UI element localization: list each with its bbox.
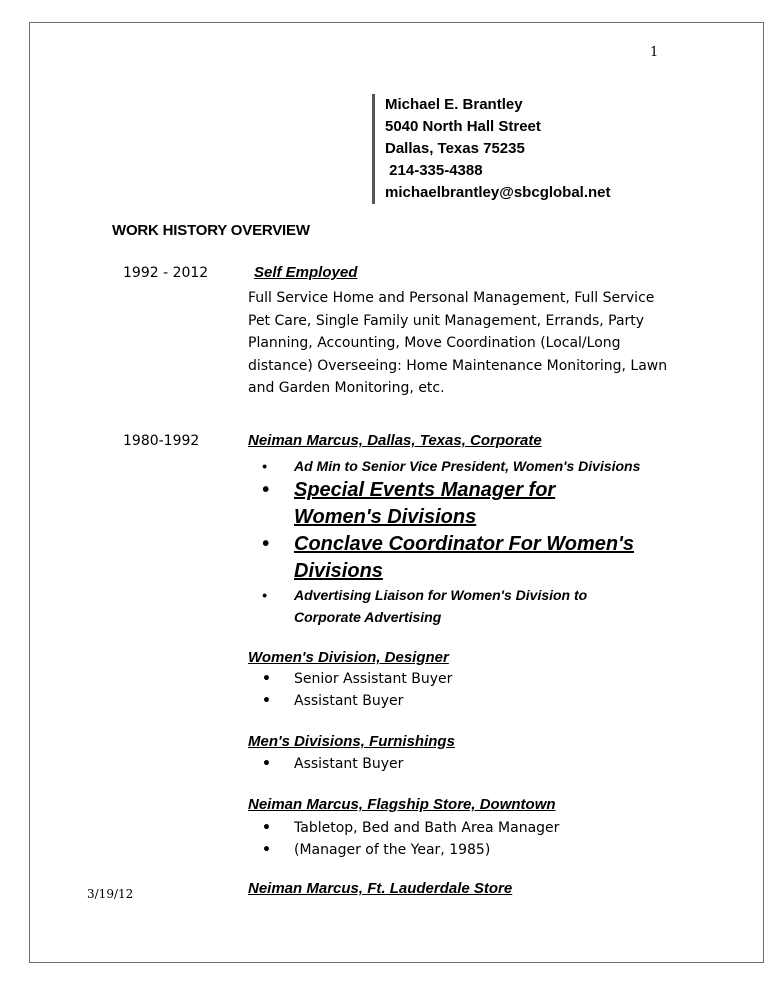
contact-city: Dallas, Texas 75235 bbox=[385, 140, 525, 157]
position-title: Neiman Marcus, Ft. Lauderdale Store bbox=[248, 880, 513, 897]
job-dates: 1980-1992 bbox=[123, 433, 200, 449]
list-item: • Special Events Manager for Women's Divisions bbox=[262, 479, 556, 528]
bullet-icon: • bbox=[262, 458, 267, 474]
list-item: • Tabletop, Bed and Bath Area Manager bbox=[248, 817, 648, 839]
job-title: Self Employed bbox=[254, 264, 358, 281]
footer-date: 3/19/12 bbox=[87, 887, 134, 901]
bullet-list bbox=[248, 477, 648, 585]
contact-name: Michael E. Brantley bbox=[385, 96, 523, 113]
bullet-icon: • bbox=[262, 756, 271, 772]
list-item: • Assistant Buyer bbox=[248, 753, 648, 775]
list-item: • (Manager of the Year, 1985) bbox=[248, 839, 648, 861]
job-dates: 1992 - 2012 bbox=[123, 265, 209, 281]
list-item: • Senior Assistant Buyer bbox=[248, 668, 648, 690]
bullet-icon: • bbox=[262, 479, 270, 501]
position-title: Neiman Marcus, Flagship Store, Downtown bbox=[248, 796, 556, 813]
bullet-icon: • bbox=[262, 693, 271, 709]
list-item: • Assistant Buyer bbox=[248, 690, 648, 712]
bullet-icon: • bbox=[262, 820, 271, 836]
job-description: Full Service Home and Personal Management, Full Service Pet Care, Single Family unit Management, Errands, Party Planning, Accounting, Move Coordination (Local/Long distance) Overseeing: Home Maintenance Monitoring, Lawn and Garden Monitoring, etc. bbox=[248, 290, 668, 396]
list-item: • Conclave Coordinator For Women's Divisions bbox=[262, 533, 634, 582]
bullet-list bbox=[248, 817, 648, 861]
list-item: • Ad Min to Senior Vice President, Women's Divisions bbox=[248, 455, 678, 477]
bullet-icon: • bbox=[262, 671, 271, 687]
document-page bbox=[29, 22, 764, 963]
bullet-icon: • bbox=[262, 533, 270, 555]
contact-email: michaelbrantley@sbcglobal.net bbox=[385, 184, 611, 201]
bullet-list bbox=[248, 753, 648, 775]
bullet-list bbox=[248, 584, 618, 628]
position-title: Men's Divisions, Furnishings bbox=[248, 733, 455, 750]
contact-phone: 214-335-4388 bbox=[385, 162, 483, 179]
contact-block bbox=[372, 94, 611, 204]
job-title: Neiman Marcus, Dallas, Texas, Corporate bbox=[248, 432, 542, 449]
position-title: Women's Division, Designer bbox=[248, 649, 449, 666]
contact-street: 5040 North Hall Street bbox=[385, 118, 541, 135]
section-heading: WORK HISTORY OVERVIEW bbox=[112, 222, 310, 239]
list-item: • Advertising Liaison for Women's Division to Corporate Advertising bbox=[248, 584, 618, 628]
bullet-icon: • bbox=[262, 587, 267, 603]
bullet-icon: • bbox=[262, 842, 271, 858]
page-number: 1 bbox=[650, 45, 659, 60]
bullet-list bbox=[248, 455, 678, 477]
bullet-list bbox=[248, 668, 648, 712]
